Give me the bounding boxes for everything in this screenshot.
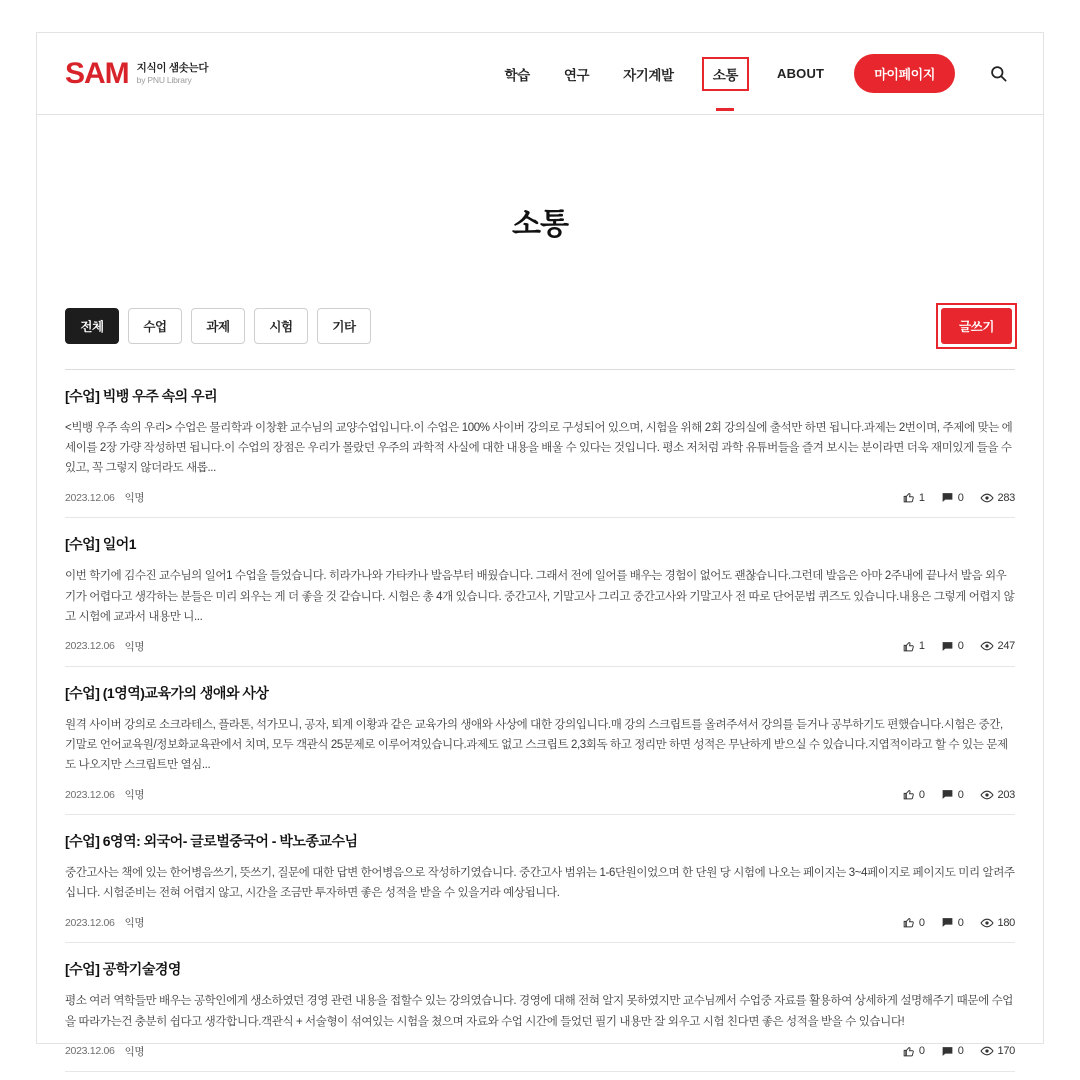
site-frame	[36, 32, 1044, 1058]
like-count-value: 1	[918, 640, 925, 653]
post-stats	[902, 639, 1015, 653]
eye-icon	[980, 788, 994, 802]
view-count	[980, 491, 1015, 505]
main-navigation	[501, 54, 1015, 93]
post-author: 익명	[124, 1045, 145, 1058]
view-count	[980, 1044, 1015, 1058]
comment-icon	[941, 916, 954, 929]
like-count	[902, 1045, 925, 1058]
comment-count	[941, 640, 964, 653]
filter-chip-exam[interactable]: 시험	[254, 308, 308, 344]
post-meta	[65, 1044, 1015, 1059]
like-count	[902, 916, 925, 929]
post-excerpt: 평소 여러 역학들만 배우는 공학인에게 생소하였던 경영 관련 내용을 접할수 있는 강의였습니다. 경영에 대해 전혀 알지 못하였지만 교수님께서 수업중 자료를 활용하여 상세하게 설명해주기 때문에 수업을 따라가는건 충분히 쉽다고 생각합니다.객관식 + 서술형이 섞여있는 시험을 쳤으며 자료와 수업 시간에 들었던 필기 내용만 잘 외우고 시험 친다면 좋은 성적을 받을 수 있습니다!	[65, 995, 1014, 1028]
like-count	[902, 640, 925, 653]
post-stats	[902, 491, 1015, 505]
list-item[interactable]	[65, 943, 1015, 1071]
view-count	[980, 788, 1015, 802]
post-title[interactable]: [수업] (1영역)교육가의 생애와 사상	[65, 684, 269, 701]
post-date: 2023.12.06	[65, 491, 115, 504]
post-date: 2023.12.06	[65, 788, 115, 801]
post-meta	[65, 915, 1015, 930]
site-header	[37, 33, 1043, 115]
comment-icon	[941, 640, 954, 653]
post-title[interactable]: [수업] 일어1	[65, 536, 137, 553]
post-meta	[65, 490, 1015, 505]
nav-item-about[interactable]: ABOUT	[776, 66, 825, 81]
post-excerpt: 중간고사는 책에 있는 한어병음쓰기, 뜻쓰기, 질문에 대한 답변 한어병음으로 작성하기였습니다. 중간고사 범위는 1-6단원이었으며 한 단원 당 시험에 나오는 페이지는 3~4페이지로 페이지도 미리 알려주십니다. 시험준비는 전혀 어렵지 않고, 시간을 조금만 투자하면 좋은 성적을 받을 수 있을거라 예상됩니다.	[65, 867, 1015, 900]
mypage-button[interactable]: 마이페이지	[854, 54, 955, 93]
filter-toolbar	[65, 305, 1015, 347]
comment-icon	[941, 1045, 954, 1058]
comment-count	[941, 491, 964, 504]
post-stats	[902, 1044, 1015, 1058]
comment-count	[941, 788, 964, 801]
post-title[interactable]: [수업] 공학기술경영	[65, 961, 181, 978]
post-meta	[65, 639, 1015, 654]
post-excerpt: 원격 사이버 강의로 소크라테스, 플라톤, 석가모니, 공자, 퇴계 이황과 같은 교육가의 생애와 사상에 대한 강의입니다.매 강의 스크립트를 올려주셔서 강의를 듣거나 공부하기도 편했습니다.시험은 중간, 기말로 언어교육원/정보화교육관에서 치며, 모두 객관식 25문제로 이루어져있습니다.과제도 없고 스크립트 2,3회독 하고 정리만 하면 성적은 무난하게 받으실 수 있습니다.지엽적이라고 할 수 있는 문제도 나오지만 스크립트만 열심...	[65, 718, 1008, 771]
nav-item-self-development[interactable]: 자기계발	[623, 67, 674, 83]
post-stats	[902, 788, 1015, 802]
filter-chip-assignment[interactable]: 과제	[191, 308, 245, 344]
view-count-value: 283	[997, 491, 1015, 504]
like-count-value: 0	[918, 788, 925, 801]
filter-chip-all[interactable]: 전체	[65, 308, 119, 344]
comment-count-value: 0	[957, 788, 964, 801]
like-count-value: 0	[918, 916, 925, 929]
thumbs-up-icon	[902, 640, 915, 653]
post-author: 익명	[124, 789, 145, 802]
brand-tagline-english: by PNU Library	[136, 74, 192, 85]
post-date: 2023.12.06	[65, 640, 115, 653]
post-title[interactable]: [수업] 빅뱅 우주 속의 우리	[65, 388, 218, 404]
brand-tagline	[137, 62, 209, 86]
thumbs-up-icon	[902, 788, 915, 801]
post-excerpt: <빅뱅 우주 속의 우리> 수업은 물리학과 이창환 교수님의 교양수업입니다.이 수업은 100% 사이버 강의로 구성되어 있으며, 시험을 위해 2회 강의실에 출석만 하면 됩니다.과제는 2번이며, 주제에 맞는 에세이를 2장 가량 작성하면 됩니다.이 수업의 장점은 우리가 몰랐던 우주의 과학적 사실에 대한 내용을 배울 수 있다는 것입니다. 평소 저처럼 과학 유튜버들을 즐겨 보시는 분이라면 더욱 재미있게 들을 수 있고, 꼭 그렇지 않더라도 새롭...	[65, 422, 1013, 475]
thumbs-up-icon	[902, 491, 915, 504]
comment-count	[941, 1045, 964, 1058]
list-item[interactable]	[65, 815, 1015, 943]
view-count	[980, 916, 1015, 930]
view-count-value: 180	[997, 916, 1015, 929]
eye-icon	[980, 1044, 994, 1058]
thumbs-up-icon	[902, 1045, 915, 1058]
page-title: 소통	[512, 208, 568, 241]
comment-count-value: 0	[957, 1045, 964, 1058]
post-date: 2023.12.06	[65, 916, 115, 929]
view-count-value: 170	[997, 1045, 1015, 1058]
write-button-highlight	[938, 305, 1015, 347]
post-date: 2023.12.06	[65, 1045, 115, 1058]
brand-tagline-korean: 지식이 샘솟는다	[136, 61, 209, 74]
brand-logo-text: SAM	[65, 56, 129, 90]
like-count-value: 0	[918, 1045, 925, 1058]
brand-logo[interactable]	[65, 56, 209, 90]
list-item[interactable]	[65, 518, 1015, 666]
post-title[interactable]: [수업] 6영역: 외국어- 글로벌중국어 - 박노종교수님	[65, 833, 358, 850]
like-count	[902, 788, 925, 801]
view-count	[980, 639, 1015, 653]
eye-icon	[980, 491, 994, 505]
eye-icon	[980, 639, 994, 653]
nav-item-hakseup[interactable]: 학습	[504, 67, 530, 83]
list-item[interactable]	[65, 667, 1015, 815]
eye-icon	[980, 916, 994, 930]
view-count-value: 203	[997, 788, 1015, 801]
post-meta	[65, 787, 1015, 802]
comment-icon	[941, 491, 954, 504]
post-stats	[902, 916, 1015, 930]
filter-chip-class[interactable]: 수업	[128, 308, 182, 344]
nav-item-yeongu[interactable]: 연구	[563, 67, 590, 83]
nav-item-sotong[interactable]: 소통	[704, 59, 747, 89]
post-author: 익명	[124, 917, 145, 930]
comment-icon	[941, 788, 954, 801]
search-icon[interactable]	[981, 57, 1015, 91]
post-author: 익명	[124, 492, 145, 505]
like-count-value: 1	[918, 491, 925, 504]
thumbs-up-icon	[902, 916, 915, 929]
post-author: 익명	[124, 640, 145, 653]
write-post-button[interactable]: 글쓰기	[941, 308, 1012, 344]
comment-count-value: 0	[957, 640, 964, 653]
post-list	[65, 369, 1015, 1072]
filter-chip-etc[interactable]: 기타	[317, 308, 371, 344]
like-count	[902, 491, 925, 504]
comment-count-value: 0	[957, 916, 964, 929]
post-excerpt: 이번 학기에 김수진 교수님의 일어1 수업을 들었습니다. 히라가나와 가타카나 발음부터 배웠습니다. 그래서 전에 일어를 배우는 경험이 없어도 괜찮습니다.그런데 발음은 아마 2주내에 끝나서 발음 외우기가 어렵다고 생각하는 분들은 미리 외우는 게 더 좋을 것 같습니다. 시험은 총 4개 있습니다. 중간고사, 기말고사 그리고 중간고사와 기말고사 전 따로 단어문법 퀴즈도 있습니다.내용은 그렇게 어렵지 않고 시험에 교과서 내용만 니...	[65, 570, 1015, 623]
comment-count-value: 0	[957, 491, 964, 504]
comment-count	[941, 916, 964, 929]
category-filter-group	[65, 308, 371, 344]
view-count-value: 247	[997, 640, 1015, 653]
list-item[interactable]	[65, 370, 1015, 518]
